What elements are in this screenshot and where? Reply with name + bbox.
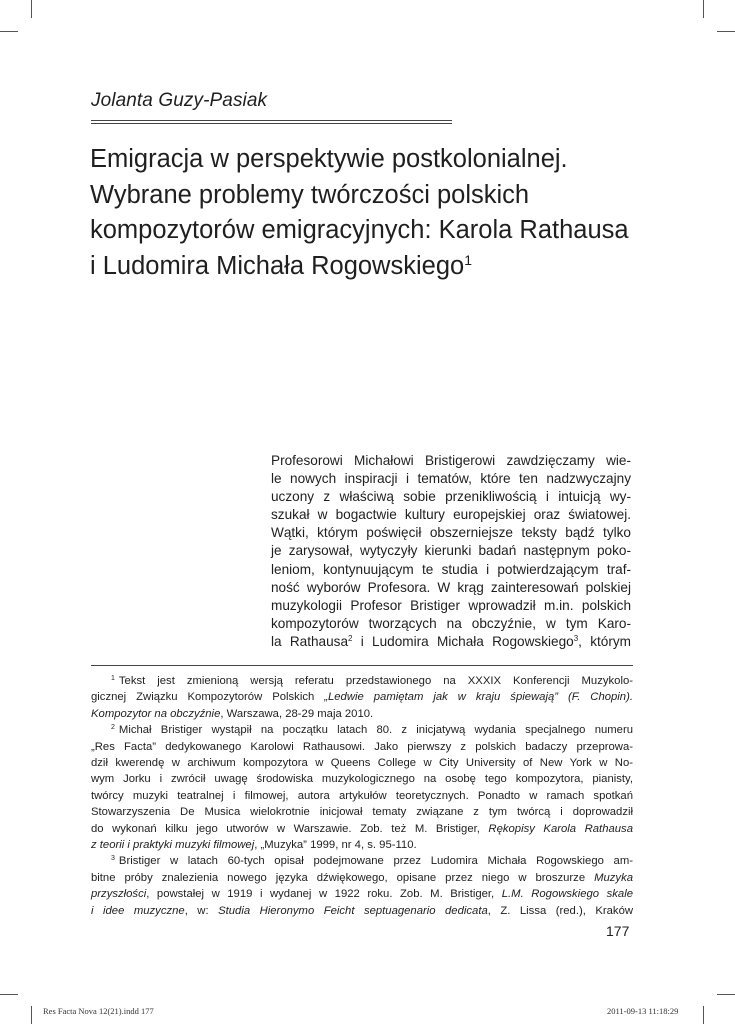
crop-mark-bottom-right-v — [703, 1006, 704, 1024]
footnote-italic: z teorii i praktyki muzyki filmowej — [91, 839, 255, 852]
dedication-line — [271, 633, 631, 651]
footnote-mark: 2 — [111, 724, 115, 732]
dedication-line: je zarysował, wytyczyły kierunki badań następnym poko- — [271, 543, 631, 559]
footnote-italic: Muzyka — [594, 871, 633, 884]
print-slug-timestamp: 2011-09-13 11:18:29 — [607, 1006, 679, 1016]
title-line-text: i Ludomira Michała Rogowskiego — [90, 251, 465, 280]
crop-mark-top-left-h — [0, 31, 18, 32]
dedication-line: leniom, kontynuującym te studia i potwierdzającym traf- — [271, 561, 631, 577]
footnote-italic: Kompozytor na obczyźnie — [91, 707, 221, 720]
footnote-separator — [91, 665, 633, 666]
dedication-line: kompozytorów tworzących na obczyźnie, w tym Karo- — [271, 615, 631, 631]
footnote-text: Bristiger w latach 60-tych opisał podejmowane przez Ludomira Michała Rogowskiego am- — [118, 855, 633, 868]
footnote-2-line: „Res Facta” dedykowanego Karolowi Rathausowi. Jako pierwszy z polskich badaczy przeprowa- — [91, 740, 633, 753]
footnote-1-line — [91, 706, 633, 722]
footnote-2-line — [91, 837, 633, 853]
footnote-3-line — [91, 886, 633, 902]
article-title — [90, 142, 690, 284]
crop-mark-top-right-v — [703, 0, 704, 18]
dedication-line: le nowych inspiracji i tematów, które ten nadzwyczajny — [271, 471, 631, 487]
dedication-text: , którym — [578, 633, 631, 649]
dedication-text: la Rathausa — [271, 633, 349, 649]
dedication-text: i Ludomira Michała Rogowskiego — [352, 633, 574, 649]
footnote-italic: przyszłości — [91, 888, 147, 901]
footnote-italic: Rękopisy Karola Rathausa — [488, 822, 633, 835]
title-line: kompozytorów emigracyjnych: Karola Rathausa — [90, 216, 629, 244]
footnote-2-line: dził kwerendę w archiwum kompozytora w Queens College w City University of New York w No- — [91, 757, 633, 770]
footnote-2-line — [91, 722, 633, 738]
dedication-line: uczony z właściwą sobie przenikliwością i intuicją wy- — [271, 489, 631, 505]
footnote-text: , „Muzyka” 1999, nr 4, s. 95-110. — [254, 839, 417, 852]
footnote-italic: L.M. Rogowskiego skale — [501, 888, 633, 901]
dedication-line: muzykologii Profesor Bristiger wprowadził m.in. polskich — [271, 597, 631, 613]
author-rule-bottom — [91, 123, 452, 124]
page-number: 177 — [606, 923, 630, 939]
dedication-line: ność wyborów Profesora. W krąg zainteresowań polskiej — [271, 579, 631, 595]
dedication-paragraph — [271, 452, 631, 651]
footnote-text: , Z. Lissa (red.), Kraków — [487, 904, 634, 917]
footnote-italic: Studia Hieronymo Feicht septuagenario dedicata — [218, 904, 488, 917]
footnote-1-line — [91, 689, 633, 705]
crop-mark-top-left-v — [31, 0, 32, 18]
footnote-text: bitne próby znalezienia nowego języka dźwiękowego, opisane przez niego w broszurze — [91, 871, 595, 884]
footnote-text: , w: — [184, 904, 219, 917]
crop-mark-top-right-h — [717, 31, 735, 32]
footnotes — [91, 673, 633, 919]
crop-mark-bottom-left-v — [31, 1006, 32, 1024]
title-line: Wybrane problemy twórczości polskich — [90, 180, 530, 209]
footnote-3-line — [91, 853, 633, 869]
footnote-2-line: Stowarzyszenia De Musica wielokrotnie inicjował tematy związane z tym twórcą i doprowadził — [91, 806, 633, 819]
footnote-italic: „Ledwie pamiętam jak w kraju śpiewają” (F. Chopin). — [324, 691, 633, 704]
dedication-line: Profesorowi Michałowi Bristigerowi zawdzięczamy wie- — [271, 453, 631, 468]
footnote-ref-3: 3 — [573, 633, 579, 643]
dedication-line: szukał w bogactwie kultury europejskiej oraz światowej. — [271, 507, 631, 523]
print-slug-filename: Res Facta Nova 12(21).indd 177 — [43, 1006, 154, 1016]
author-rule-top — [91, 120, 452, 121]
footnote-text: , Warszawa, 28-29 maja 2010. — [220, 707, 374, 720]
dedication-line: Wątki, którym poświęcił obszerniejsze teksty bądź tylko — [271, 525, 631, 541]
footnote-1-line — [91, 673, 633, 689]
footnote-ref-2: 2 — [348, 633, 353, 643]
footnote-text: gicznej Związku Kompozytorów Polskich — [91, 691, 325, 704]
crop-mark-bottom-left-h — [0, 994, 18, 995]
footnote-2-line: wym Jorku i zwrócił uwagę środowiska muzykologicznego na osobę tego kompozytora, pianisty, — [91, 773, 633, 786]
title-line: Emigracja w perspektywie postkolonialnej. — [90, 145, 568, 173]
title-line — [90, 249, 690, 285]
footnote-2-line — [91, 821, 633, 837]
author-name: Jolanta Guzy-Pasiak — [91, 90, 268, 111]
footnote-3-line — [91, 903, 633, 919]
crop-mark-bottom-right-h — [717, 994, 735, 995]
footnote-text: Tekst jest zmienioną wersją referatu przedstawionego na XXXIX Konferencji Muzykolo- — [118, 675, 633, 687]
footnote-3-line — [91, 870, 633, 886]
footnote-text: , powstałej w 1919 i wydanej w 1922 roku. Zob. M. Bristiger, — [146, 888, 502, 901]
footnote-2-line: twórcy muzyki teatralnej i filmowej, autora artykułów teoretycznych. Ponadto w ramach spotkań — [91, 789, 633, 802]
footnote-text: Michał Bristiger wystąpił na początku latach 80. z inicjatywą wydania specjalnego numeru — [118, 724, 633, 737]
footnote-italic: i idee muzyczne — [91, 904, 185, 917]
footnote-text: do wykonań kilku jego utworów w Warszawie. Zob. też M. Bristiger, — [91, 822, 489, 835]
title-footnote-mark: 1 — [464, 251, 472, 268]
footnote-mark: 1 — [111, 675, 115, 682]
footnote-mark: 3 — [111, 855, 115, 863]
